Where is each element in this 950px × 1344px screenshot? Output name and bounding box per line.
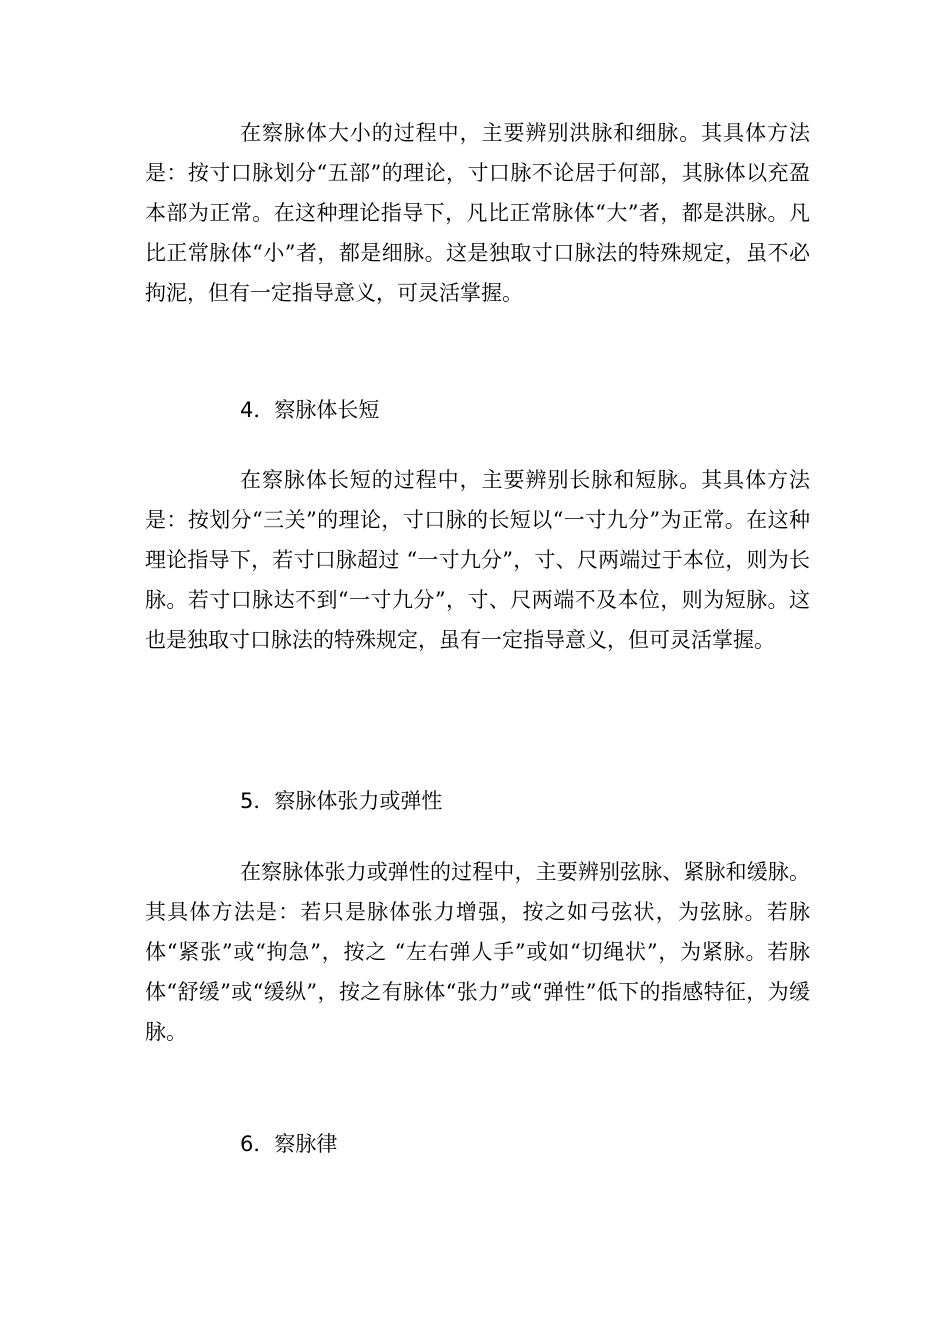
- section-heading-4: [240, 390, 379, 430]
- section-title: 察脉律: [274, 1132, 338, 1156]
- section-title: 察脉体长短: [274, 398, 380, 422]
- paragraph-pulse-size: 在察脉体大小的过程中，主要辨别洪脉和细脉。其具体方法是：按寸口脉划分“五部”的理论，寸口脉不论居于何部，其脉体以充盈本部为正常。在这种理论指导下，凡比正常脉体“大”者，都是洪脉。凡比正常脉体“小”者，都是细脉。这是独取寸口脉法的特殊规定，虽不必拘泥，但有一定指导意义，可灵活掌握。: [145, 121, 810, 305]
- section-number: 4．: [240, 398, 275, 422]
- section-number: 6．: [240, 1132, 275, 1156]
- paragraph-pulse-tension: 在察脉体张力或弹性的过程中，主要辨别弦脉、紧脉和缓脉。其具体方法是：若只是脉体张力增强，按之如弓弦状，为弦脉。若脉体“紧张”或“拘急”，按之 “左右弹人手”或如“切绳状”，为紧脉。若脉体“舒缓”或“缓纵”，按之有脉体“张力”或“弹性”低下的指感特征，为缓脉。: [145, 860, 810, 1044]
- section-title: 察脉体张力或弹性: [274, 789, 443, 813]
- section-number: 5．: [240, 789, 275, 813]
- paragraph-pulse-length: 在察脉体长短的过程中，主要辨别长脉和短脉。其具体方法是：按划分“三关”的理论，寸口脉的长短以“一寸九分”为正常。在这种理论指导下，若寸口脉超过 “一寸九分”，寸、尺两端过于本位，则为长脉。若寸口脉达不到“一寸九分”，寸、尺两端不及本位，则为短脉。这也是独取寸口脉法的特殊规定，虽有一定指导意义，但可灵活掌握。: [145, 468, 810, 652]
- section-heading-5: [240, 781, 442, 821]
- section-heading-6: [240, 1124, 337, 1164]
